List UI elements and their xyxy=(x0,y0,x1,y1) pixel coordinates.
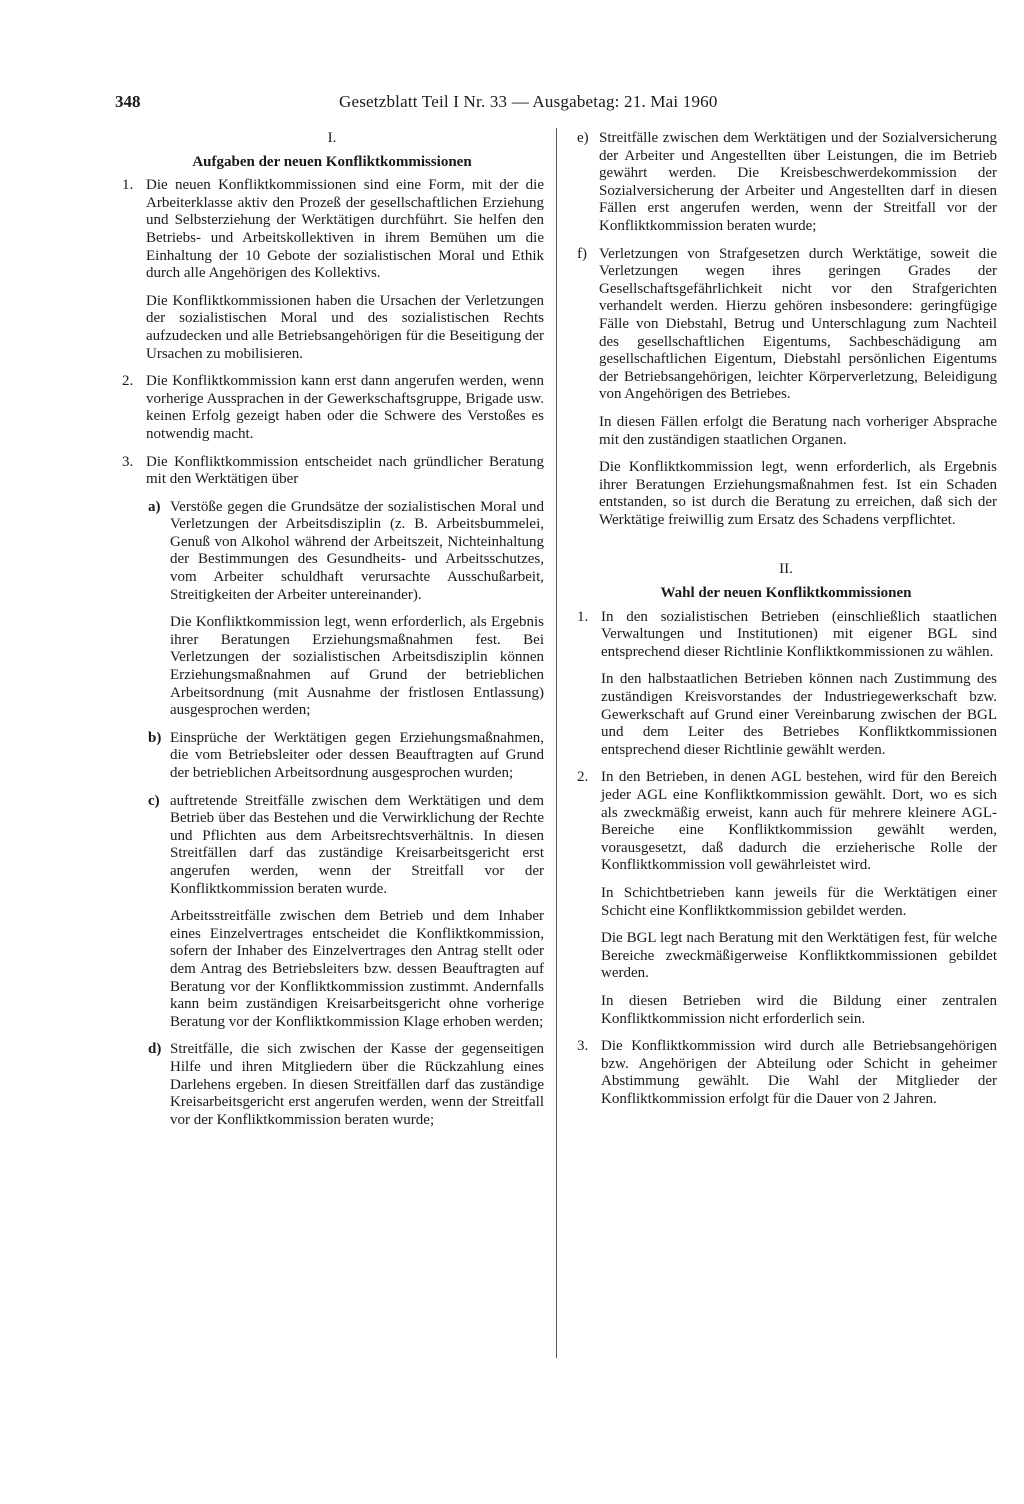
paragraph: Die Konfliktkommission wird durch alle Betriebsangehörigen bzw. Angehörigen der Abteilung oder Schicht in geheimer Abstimmung gewählt. Die Wahl der Mitglieder der Konfliktkommission erfolgt für die Dauer von 2 Jahren. xyxy=(601,1038,997,1107)
item-number: 3. xyxy=(577,1038,589,1055)
paragraph: Die Konfliktkommission kann erst dann angerufen werden, wenn vorherige Aussprachen in der Gewerkschaftsgruppe, Brigade usw. keinen Erfolg gezeigt haben oder die Schwere des Verstoßes es notwendig macht. xyxy=(146,373,544,442)
section-title: Aufgaben der neuen Konfliktkommissionen xyxy=(192,153,472,170)
item-letter: c) xyxy=(148,792,160,809)
paragraph: In den sozialistischen Betrieben (einschließlich staatlichen Verwaltungen und Institutionen) mit eigener BGL sind entsprechend dieser Richtlinie Konfliktkommissionen zu wählen. xyxy=(601,608,997,660)
paragraph: Die BGL legt nach Beratung mit den Werktätigen fest, für welche Bereiche zweckmäßigerweise Konfliktkommissionen gebildet werden. xyxy=(601,930,997,982)
lettered-item xyxy=(146,793,544,1032)
paragraph: In diesen Fällen erfolgt die Beratung nach vorheriger Absprache mit den zuständigen staatlichen Organen. xyxy=(599,413,997,448)
item-letter: b) xyxy=(148,729,162,746)
paragraph: Die Konfliktkommission entscheidet nach gründlicher Beratung mit den Werktätigen über xyxy=(146,453,544,488)
item-number: 2. xyxy=(577,769,589,786)
right-column xyxy=(575,130,997,1119)
item-letter: d) xyxy=(148,1041,162,1058)
paragraph: Die Konfliktkommission legt, wenn erforderlich, als Ergebnis ihrer Beratungen Erziehungsmaßnahmen fest. Bei Verletzungen der sozialistischen Arbeitsdisziplin können Erziehungsmaßnahmen auf Grund der betrieblichen Arbeitsordnung (mit Ausnahme der fristlosen Entlassung) ausgesprochen werden; xyxy=(170,614,544,719)
numbered-item xyxy=(575,1038,997,1108)
item-letter: f) xyxy=(577,245,587,262)
item-number: 1. xyxy=(122,177,134,194)
section-number: II. xyxy=(779,561,793,578)
page-number: 348 xyxy=(115,92,141,111)
page-header xyxy=(115,92,1005,116)
paragraph: auftretende Streitfälle zwischen dem Werktätigen und dem Betrieb über das Bestehen und die Verwirklichung der Rechte und Pflichten aus dem Arbeitsrechtsverhältnis. In diesen Streitfällen darf das zuständige Kreisarbeitsgericht erst angerufen werden, wenn der Streitfall vor der Konfliktkommission beraten wurde. xyxy=(170,792,544,897)
lettered-item xyxy=(575,130,997,236)
paragraph: In den halbstaatlichen Betrieben können nach Zustimmung des zuständigen Kreisvorstandes der Industriegewerkschaft bzw. Gewerkschaft auf Grund einer Vereinbarung zwischen der BGL und dem Leiter des Betriebes Konfliktkommissionen entsprechend dieser Richtlinie gewählt werden. xyxy=(601,671,997,758)
running-title: Gesetzblatt Teil I Nr. 33 — Ausgabetag: 21. Mai 1960 xyxy=(339,92,718,111)
paragraph: In Schichtbetrieben kann jeweils für die Werktätigen einer Schicht eine Konfliktkommission gebildet werden. xyxy=(601,884,997,919)
paragraph: In den Betrieben, in denen AGL bestehen, wird für den Bereich jeder AGL eine Konfliktkommission gewählt. Dort, wo es sich als zweckmäßig erweist, kann auch für mehrere kleinere AGL-Bereiche eine Konfliktkommission gewählt werden, vorausgesetzt, daß dadurch die erzieherische Rolle der Konfliktkommission voll gewährleistet wird. xyxy=(601,769,997,874)
lettered-item xyxy=(146,1041,544,1129)
section-title: Wahl der neuen Konfliktkommissionen xyxy=(660,585,912,602)
numbered-item xyxy=(120,454,544,489)
item-number: 2. xyxy=(122,373,134,390)
numbered-item xyxy=(120,373,544,443)
paragraph: Die Konfliktkommissionen haben die Ursachen der Verletzungen der sozialistischen Moral und des sozialistischen Rechts aufzudecken und alle Betriebsangehörigen für die Beseitigung der Ursachen zu mobilisieren. xyxy=(146,292,544,362)
numbered-item xyxy=(575,769,997,1028)
paragraph: Einsprüche der Werktätigen gegen Erziehungsmaßnahmen, die vom Betriebsleiter oder dessen Beauftragten auf Grund der betrieblichen Arbeitsordnung ausgesprochen wurden; xyxy=(170,729,544,781)
paragraph: Streitfälle, die sich zwischen der Kasse der gegenseitigen Hilfe und ihren Mitgliedern über die Rückzahlung eines Darlehens ergeben. In diesen Streitfällen darf das zuständige Kreisarbeitsgericht erst angerufen werden, wenn der Streitfall vor der Konfliktkommission beraten wurde; xyxy=(170,1041,544,1128)
item-letter: a) xyxy=(148,498,161,515)
numbered-item xyxy=(575,609,997,760)
spacer xyxy=(575,539,997,561)
paragraph: Arbeitsstreitfälle zwischen dem Betrieb und dem Inhaber eines Einzelvertrages entscheidet die Konfliktkommission, sofern der Inhaber des Einzelvertrages den Antrag stellt oder dem Antrag des Betriebsleiters bzw. dessen Beauftragten auf Beratung vor der Konfliktkommission zustimmt. Andernfalls kann beim zuständigen Kreisarbeitsgericht ohne vorherige Beratung vor der Konfliktkommission Klage erhoben werden; xyxy=(170,908,544,1030)
paragraph: Die Konfliktkommission legt, wenn erforderlich, als Ergebnis ihrer Beratungen Erziehungsmaßnahmen fest. Ist ein Schaden entstanden, so ist durch die Beratung zu erreichen, daß sich der Werktätige freiwillig zum Ersatz des Schadens verpflichtet. xyxy=(599,459,997,528)
paragraph: In diesen Betrieben wird die Bildung einer zentralen Konfliktkommission nicht erforderlich sein. xyxy=(601,992,997,1027)
column-divider xyxy=(556,128,557,1358)
item-letter: e) xyxy=(577,130,589,146)
lettered-item xyxy=(146,730,544,783)
paragraph: Verstöße gegen die Grundsätze der sozialistischen Moral und Verletzungen der Arbeitsdisziplin (z. B. Arbeitsbummelei, Genuß von Alkohol während der Arbeitszeit, Nichteinhaltung der Bestimmungen des Gesundheits- und Arbeitsschutzes, vom Arbeiter schuldhaft verursachte Ausschußarbeit, Streitigkeiten der Arbeiter untereinander). xyxy=(170,498,544,603)
item-number: 1. xyxy=(577,608,589,625)
left-column xyxy=(120,130,544,1139)
section-number: I. xyxy=(327,130,337,146)
paragraph: Verletzungen von Strafgesetzen durch Werktätige, soweit die Verletzungen wegen ihres geringen Grades der Gesellschaftsgefährlichkeit nicht vor den Strafgerichten verhandelt werden. Hierzu gehören insbesondere: geringfügige Fälle von Diebstahl, Betrug und Unterschlagung zum Nachteil des gesellschaftlichen Eigentums, Sachbeschädigung am gesellschaftlichen Eigentum, Diebstahl persönlichen Eigentums der Betriebsangehörigen, leichter Körperverletzung, Beleidigung von Angehörigen des Betriebes. xyxy=(599,245,997,403)
lettered-item xyxy=(575,246,997,530)
paragraph: Die neuen Konfliktkommissionen sind eine Form, mit der die Arbeiterklasse aktiv den Prozeß der gesellschaftlichen Erziehung und Selbsterziehung der Werktätigen durchführt. Sie helfen den Betriebs- und Arbeitskollektiven in ihrem Bemühen um die Einhaltung der 10 Gebote der sozialistischen Moral und Ethik durch alle Angehörigen des Kollektivs. xyxy=(146,177,544,282)
paragraph: Streitfälle zwischen dem Werktätigen und der Sozialversicherung der Arbeiter und Angestellten über Leistungen, die im Betrieb gewährt werden. Die Kreisbeschwerdekommission der Sozialversicherung der Arbeiter und Angestellten darf in diesen Fällen erst angerufen werden, wenn der Streitfall vor der Konfliktkommission beraten wurde; xyxy=(599,130,997,234)
item-number: 3. xyxy=(122,453,134,470)
lettered-item xyxy=(146,499,544,720)
numbered-item xyxy=(120,177,544,363)
